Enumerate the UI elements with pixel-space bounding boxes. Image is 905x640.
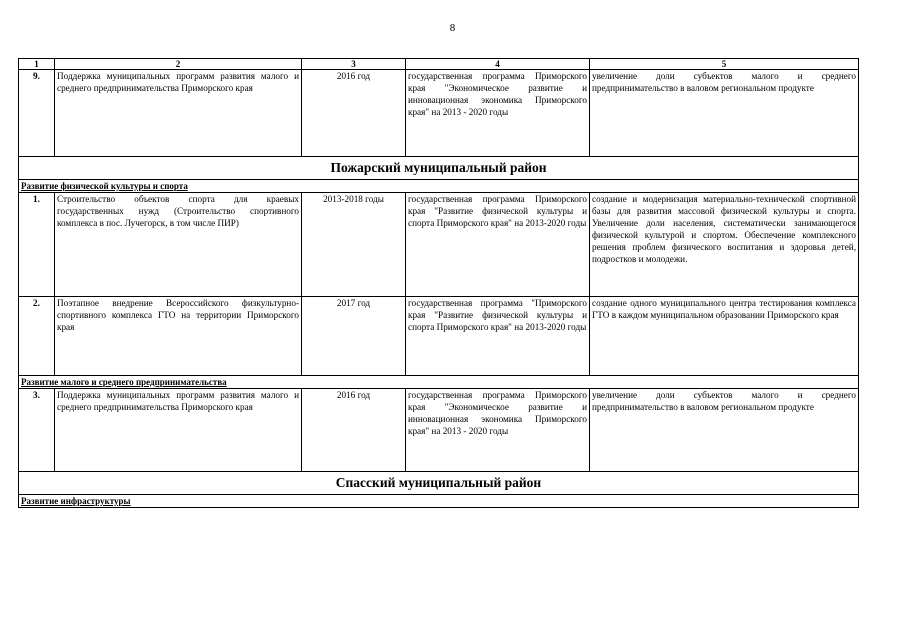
measure-cell: Поддержка муниципальных программ развития малого и среднего предпринимательства Приморского края xyxy=(55,389,302,472)
period-cell: 2013-2018 годы xyxy=(302,193,406,297)
period-cell: 2016 год xyxy=(302,389,406,472)
program-cell: государственная программа Приморского края "Развитие физической культуры и спорта Приморского края" на 2013-2020 годы xyxy=(406,193,590,297)
period-cell: 2017 год xyxy=(302,297,406,376)
program-cell: государственная программа "Приморского края "Развитие физической культуры и спорта Приморского края" на 2013-2020 годы xyxy=(406,297,590,376)
district-heading-row xyxy=(19,157,859,180)
result-cell: создание и модернизация материально-технической спортивной базы для развития массовой физической культуры и спорта. Увеличение доли населения, систематически занимающегося физической культурой и спортом. Обеспечение комплексного решения проблем физического воспитания и здоровья детей, подростков и молодежи. xyxy=(590,193,859,297)
section-heading: Развитие физической культуры и спорта xyxy=(19,180,859,193)
measure-cell: Поэтапное внедрение Всероссийского физкультурно-спортивного комплекса ГТО на территории Приморского края xyxy=(55,297,302,376)
column-number: 4 xyxy=(406,59,590,70)
result-cell: создание одного муниципального центра тестирования комплекса ГТО в каждом муниципальном образовании Приморского края xyxy=(590,297,859,376)
page-number: 8 xyxy=(449,22,456,34)
result-cell: увеличение доли субъектов малого и среднего предпринимательство в валовом региональном продукте xyxy=(590,70,859,157)
section-heading-row xyxy=(19,180,859,193)
period-cell: 2016 год xyxy=(302,70,406,157)
district-heading: Спасский муниципальный район xyxy=(19,472,859,495)
row-number: 9. xyxy=(19,70,55,157)
table-row xyxy=(19,70,859,157)
section-heading-row xyxy=(19,376,859,389)
measure-cell: Строительство объектов спорта для краевых государственных нужд (Строительство спортивного комплекса в пос. Лучегорск, в том числе ПИР) xyxy=(55,193,302,297)
program-cell: государственная программа Приморского края "Экономическое развитие и инновационная экономика Приморского края" на 2013 - 2020 годы xyxy=(406,389,590,472)
column-number: 5 xyxy=(590,59,859,70)
column-number: 1 xyxy=(19,59,55,70)
table-row xyxy=(19,193,859,297)
section-heading-row xyxy=(19,495,859,508)
column-numbers-row xyxy=(19,59,859,70)
column-number: 2 xyxy=(55,59,302,70)
table-row xyxy=(19,389,859,472)
measures-table xyxy=(18,58,859,508)
row-number: 3. xyxy=(19,389,55,472)
section-heading: Развитие инфраструктуры xyxy=(19,495,859,508)
row-number: 2. xyxy=(19,297,55,376)
column-number: 3 xyxy=(302,59,406,70)
district-heading: Пожарский муниципальный район xyxy=(19,157,859,180)
district-heading-row xyxy=(19,472,859,495)
program-cell: государственная программа Приморского края "Экономическое развитие и инновационная экономика Приморского края" на 2013 - 2020 годы xyxy=(406,70,590,157)
measure-cell: Поддержка муниципальных программ развития малого и среднего предпринимательства Приморского края xyxy=(55,70,302,157)
row-number: 1. xyxy=(19,193,55,297)
result-cell: увеличение доли субъектов малого и среднего предпринимательство в валовом региональном продукте xyxy=(590,389,859,472)
section-heading: Развитие малого и среднего предпринимательства xyxy=(19,376,859,389)
table-row xyxy=(19,297,859,376)
